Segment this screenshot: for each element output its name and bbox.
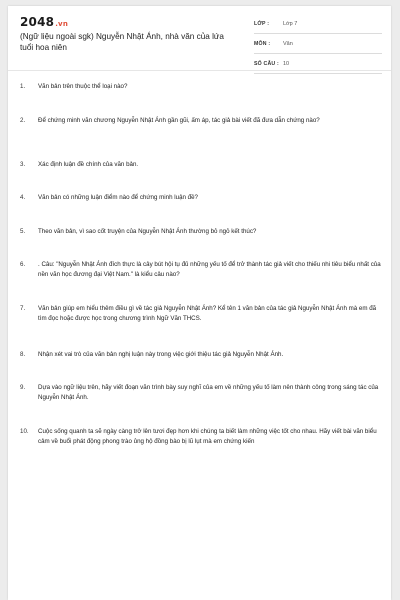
question-number: 6. (20, 261, 26, 268)
meta-value-subject: Văn (283, 41, 293, 47)
question-text: . Câu: "Nguyễn Nhật Ánh đích thực là cây bút hội tụ đủ những yếu tố để trở thành tác giả viết cho thiếu nhi tiêu biểu nhất của nền văn học đương đại Việt Nam." là kiểu câu nào? (38, 261, 381, 278)
question-text: Để chứng minh văn chương Nguyễn Nhật Ánh gần gũi, ấm áp, tác giả bài viết đã đưa dẫn chứng nào? (38, 117, 320, 124)
meta-label-question-count: SỐ CÂU : (254, 61, 279, 67)
question-text: Văn bản trên thuộc thể loại nào? (38, 83, 128, 90)
meta-label-subject: MÔN : (254, 41, 271, 47)
question-text: Văn bản có những luận điểm nào để chứng minh luận đề? (38, 194, 198, 201)
question-number: 7. (20, 305, 26, 312)
question-text: Dựa vào ngữ liệu trên, hãy viết đoạn văn trình bày suy nghĩ của em về những yếu tố làm nên thành công trong sáng tác của Nguyễn Nhật Ánh. (38, 384, 379, 401)
question-text: Xác định luận đề chính của văn bản. (38, 161, 139, 168)
question-number: 1. (20, 83, 26, 90)
question-number: 5. (20, 228, 26, 235)
meta-value-question-count: 10 (283, 61, 290, 67)
question-number: 4. (20, 194, 26, 201)
worksheet-page (8, 6, 391, 600)
meta-row-class (254, 17, 382, 34)
site-logo[interactable] (20, 15, 68, 29)
question-number: 2. (20, 117, 26, 124)
question-number: 9. (20, 384, 26, 391)
meta-info (254, 17, 382, 77)
question-number: 8. (20, 351, 26, 358)
question-text: Theo văn bản, vì sao cốt truyện của Nguyễn Nhật Ánh thường bỏ ngỏ kết thúc? (38, 228, 257, 235)
document-title: (Ngữ liệu ngoài sgk) Nguyễn Nhật Ánh, nhà văn của lứa tuổi hoa niên (20, 32, 224, 52)
question-number: 10. (20, 428, 29, 435)
meta-label-class: LỚP : (254, 21, 270, 27)
question-number: 3. (20, 161, 26, 168)
meta-row-question-count (254, 57, 382, 74)
question-text: Nhận xét vai trò của văn bản nghị luận này trong việc giới thiệu tác giả Nguyễn Nhật Ánh. (38, 351, 284, 358)
logo-suffix-text: .vn (55, 20, 69, 28)
header-divider (8, 70, 391, 71)
meta-row-subject (254, 37, 382, 54)
logo-main-text: 2048 (20, 15, 55, 29)
worksheet-header (8, 6, 391, 70)
question-text: Văn bản giúp em hiểu thêm điều gì về tác giả Nguyễn Nhật Ánh? Kể tên 1 văn bản của tác giả Nguyễn Nhật Ánh mà em đã tìm đọc hoặc được học trong chương trình Ngữ Văn THCS. (38, 305, 377, 322)
meta-value-class: Lớp 7 (283, 21, 298, 27)
question-text: Cuộc sống quanh ta sẽ ngày càng trở lên tươi đẹp hơn khi chúng ta biết làm những việc tốt cho nhau. Hãy viết bài văn biểu cảm về buổi phát động phong trào ủng hộ đồng bào bị lũ lụt mà em chứng kiến (38, 428, 377, 445)
